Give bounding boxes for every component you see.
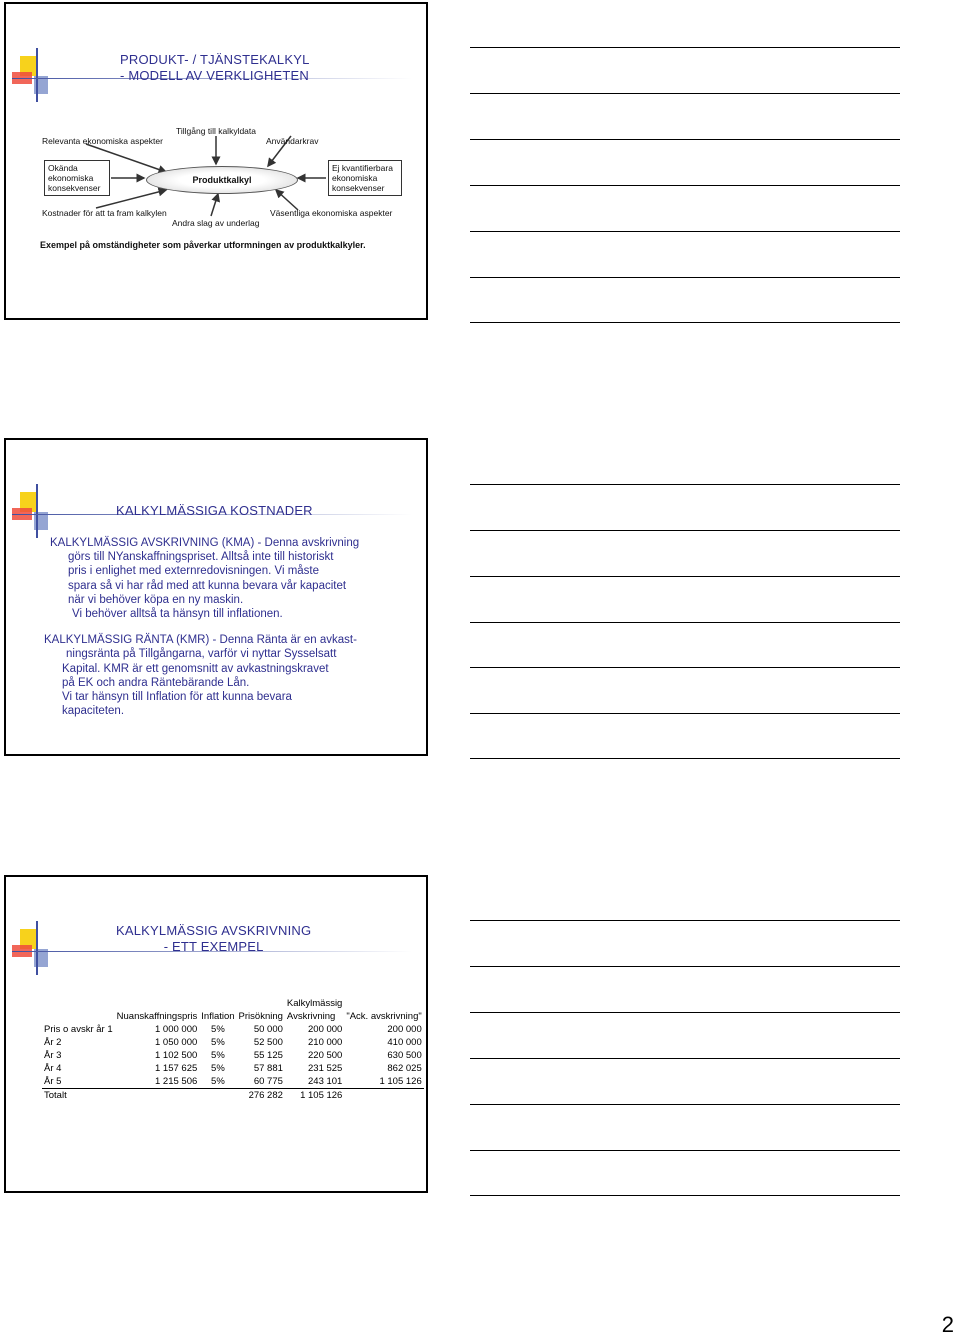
table-cell: 200 000 xyxy=(387,1024,422,1035)
table-cell: 57 881 xyxy=(253,1063,283,1074)
table-row xyxy=(42,1023,424,1036)
title-line-2: - MODELL AV VERKLIGHETEN xyxy=(120,68,310,83)
table-row xyxy=(42,1049,424,1062)
text-line: ningsränta på Tillgångarna, varför vi nyttar Sysselsatt xyxy=(66,648,337,661)
table-cell: 5% xyxy=(199,1075,236,1089)
slide-2-body xyxy=(44,536,410,730)
table-header: "Ack. avskrivning" xyxy=(346,1011,422,1022)
label-kostnader: Kostnader för att ta fram kalkylen xyxy=(42,208,167,218)
table-cell: År 3 xyxy=(44,1050,62,1061)
table-cell: 50 000 xyxy=(253,1024,283,1035)
text-line: kapaciteten. xyxy=(62,705,125,718)
text-line: görs till NYanskaffningspriset. Alltså inte till historiskt xyxy=(68,551,334,564)
table-cell xyxy=(344,1089,423,1103)
title-line-1: PRODUKT- / TJÄNSTEKALKYL xyxy=(120,52,310,67)
title-line: KALKYLMÄSSIGA KOSTNADER xyxy=(116,503,313,518)
table-row xyxy=(42,1036,424,1049)
diagram-caption: Exempel på omständigheter som påverkar utformningen av produktkalkyler. xyxy=(40,240,366,250)
slide-1 xyxy=(4,2,428,320)
label-andra-slag: Andra slag av underlag xyxy=(172,218,260,228)
title-line-2: - ETT EXEMPEL xyxy=(163,939,264,954)
table-cell: 210 000 xyxy=(308,1037,343,1048)
table-header xyxy=(42,1010,115,1023)
produktkalkyl-diagram xyxy=(36,122,416,262)
table-header: Nuanskaffningspris xyxy=(116,1011,198,1022)
table-cell: 231 525 xyxy=(308,1063,343,1074)
label-anvandarkrav: Användarkrav xyxy=(266,136,319,146)
title-line-1: KALKYLMÄSSIG AVSKRIVNING xyxy=(116,923,312,938)
text-line: KALKYLMÄSSIG AVSKRIVNING (KMA) - Denna avskrivning xyxy=(50,537,360,549)
table-total-row xyxy=(42,1089,424,1103)
text-line: KALKYLMÄSSIG RÄNTA (KMR) - Denna Ränta är en avkast- xyxy=(44,634,357,647)
table-cell: 1 102 500 xyxy=(155,1050,198,1061)
table-cell: År 2 xyxy=(44,1037,62,1048)
table-cell: 243 101 xyxy=(285,1075,344,1089)
text-line: när vi behöver köpa en ny maskin. xyxy=(68,593,244,606)
table-header: Prisökning xyxy=(238,1011,283,1022)
table-cell: 52 500 xyxy=(253,1037,283,1048)
text-line: pris i enlighet med externredovisningen. Vi måste xyxy=(68,565,320,578)
table-cell: 55 125 xyxy=(253,1050,283,1061)
table-cell xyxy=(115,1089,200,1103)
text-line: spara så vi har råd med att kunna bevara vår kapacitet xyxy=(68,579,347,592)
avskrivning-table xyxy=(42,997,424,1102)
table-cell: 1 157 625 xyxy=(155,1063,198,1074)
table-cell: 5% xyxy=(211,1063,225,1074)
slide-2 xyxy=(4,438,428,756)
slide-decoration xyxy=(12,484,54,538)
table-super-header-row xyxy=(42,997,424,1010)
table-cell: 1 000 000 xyxy=(155,1024,198,1035)
table-cell: 1 105 126 xyxy=(300,1090,343,1101)
slide-3 xyxy=(4,875,428,1193)
table-cell xyxy=(199,1089,236,1103)
table-cell: 276 282 xyxy=(248,1090,283,1101)
text-line: Kapital. KMR är ett genomsnitt av avkastningskravet xyxy=(62,662,329,675)
table-header-row xyxy=(42,1010,424,1023)
table-cell: Pris o avskr år 1 xyxy=(44,1024,113,1035)
table-cell: Totalt xyxy=(44,1090,67,1101)
table-header: Avskrivning xyxy=(286,1011,336,1022)
table-cell: 410 000 xyxy=(387,1037,422,1048)
box-ej-kvantifierbara: Ej kvantifierbara ekonomiska konsekvenser xyxy=(328,160,402,196)
table-row xyxy=(42,1062,424,1075)
slide-1-title xyxy=(120,52,310,84)
table-cell: År 5 xyxy=(42,1075,115,1089)
table-header: Inflation xyxy=(201,1011,235,1022)
slide-decoration xyxy=(12,48,54,102)
slide-2-title xyxy=(116,503,313,519)
table-row xyxy=(42,1075,424,1089)
label-relevanta: Relevanta ekonomiska aspekter xyxy=(42,136,163,146)
table-cell: 862 025 xyxy=(387,1063,422,1074)
slide-decoration xyxy=(12,921,54,975)
paragraph-kmr xyxy=(44,633,410,718)
label-tillgang: Tillgång till kalkyldata xyxy=(176,126,256,136)
table-cell: 220 500 xyxy=(308,1050,343,1061)
text-line: Vi tar hänsyn till Inflation för att kunna bevara xyxy=(62,691,292,704)
table-cell: 630 500 xyxy=(387,1050,422,1061)
table-cell: 5% xyxy=(211,1037,225,1048)
page-number: 2 xyxy=(941,1312,954,1337)
table-cell: 1 105 126 xyxy=(344,1075,423,1089)
table-cell: 5% xyxy=(211,1050,225,1061)
table-cell: 60 775 xyxy=(237,1075,285,1089)
table-cell: 1 215 506 xyxy=(115,1075,200,1089)
text-line: på EK och andra Räntebärande Lån. xyxy=(62,676,250,689)
table-cell: 200 000 xyxy=(308,1024,343,1035)
table-cell: 1 050 000 xyxy=(155,1037,198,1048)
table-super-header: Kalkylmässig xyxy=(286,998,343,1009)
center-produktkalkyl: Produktkalkyl xyxy=(146,166,298,194)
label-vasentliga: Väsentliga ekonomiska aspekter xyxy=(270,208,393,218)
table-cell: År 4 xyxy=(44,1063,62,1074)
table-cell: 5% xyxy=(211,1024,225,1035)
paragraph-kma xyxy=(50,536,410,621)
slide-3-title xyxy=(116,923,311,955)
box-okanda: Okända ekonomiska konsekvenser xyxy=(44,160,110,196)
text-line: Vi behöver alltså ta hänsyn till inflationen. xyxy=(72,608,283,621)
